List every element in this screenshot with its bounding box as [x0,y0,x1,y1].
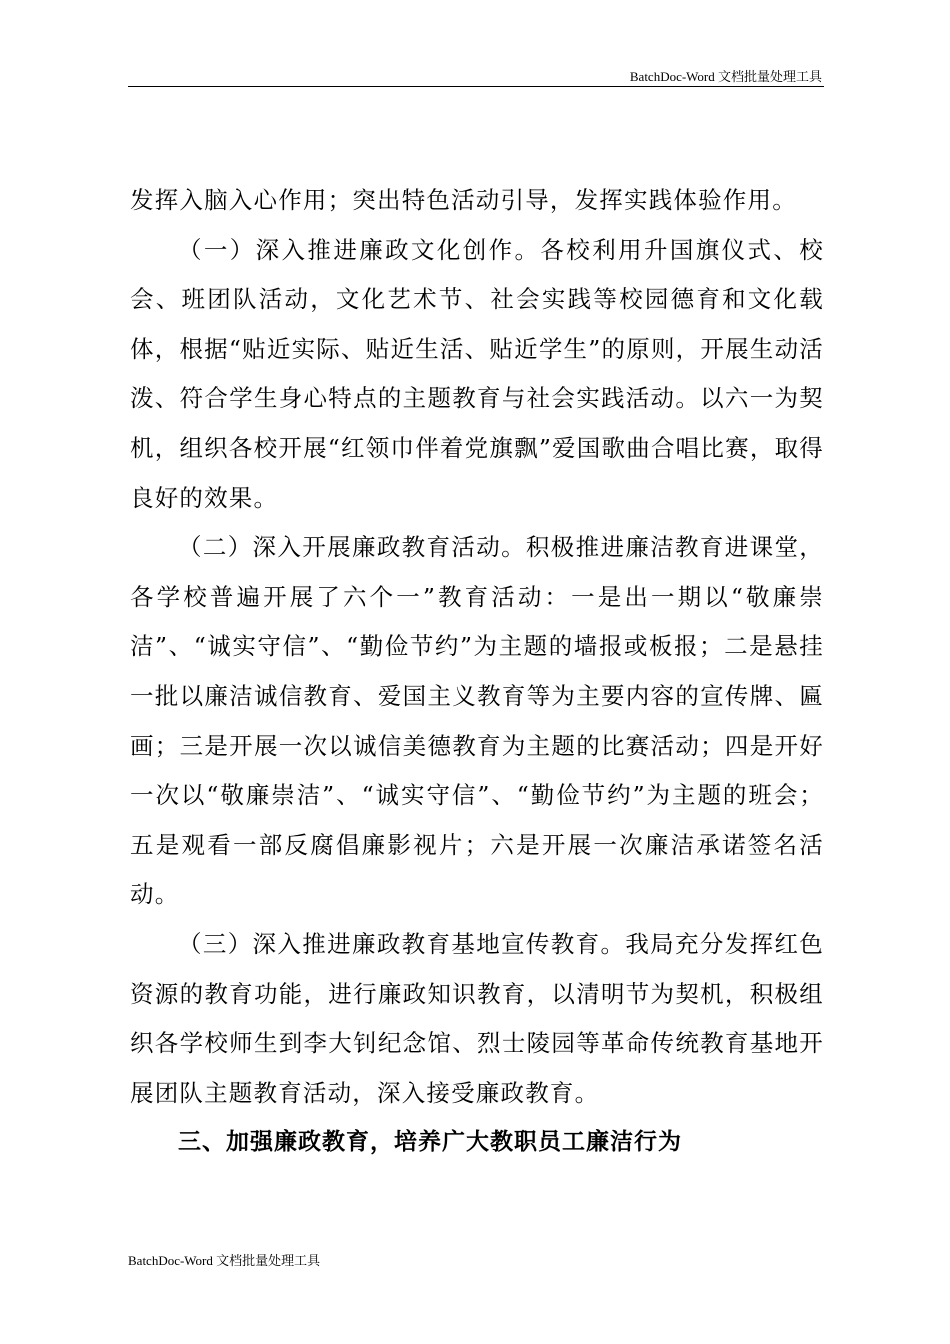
document-body [130,176,824,1168]
paragraph-section-1: （一）深入推进廉政文化创作。各校利用升国旗仪式、校会、班团队活动，文化艺术节、社会实践等校园德育和文化载体，根据“贴近实际、贴近生活、贴近学生”的原则，开展生动活泼、符合学生身心特点的主题教育与社会实践活动。以六一为契机，组织各校开展“红领巾伴着党旗飘”爱国歌曲合唱比赛，取得良好的效果。 [130,235,824,512]
page-header-text: BatchDoc-Word 文档批量处理工具 [629,69,822,84]
paragraph-section-3: （三）深入推进廉政教育基地宣传教育。我局充分发挥红色资源的教育功能，进行廉政知识教育，以清明节为契机，积极组织各学校师生到李大钊纪念馆、烈士陵园等革命传统教育基地开展团队主题教育活动，深入接受廉政教育。 [130,929,824,1107]
paragraph-section-2: （二）深入开展廉政教育活动。积极推进廉洁教育进课堂，各学校普遍开展了六个一”教育活动：一是出一期以“敬廉崇洁”、“诚实守信”、“勤俭节约”为主题的墙报或板报；二是悬挂一批以廉洁诚信教育、爱国主义教育等为主要内容的宣传牌、匾画；三是开展一次以诚信美德教育为主题的比赛活动；四是开好一次以“敬廉崇洁”、“诚实守信”、“勤俭节约”为主题的班会；五是观看一部反腐倡廉影视片；六是开展一次廉洁承诺签名活动。 [130,533,824,909]
header-divider [128,86,824,87]
paragraph-continuation: 发挥入脑入心作用；突出特色活动引导，发挥实践体验作用。 [130,186,797,214]
section-heading: 三、加强廉政教育，培养广大教职员工廉洁行为 [178,1129,682,1156]
page-footer-text: BatchDoc-Word 文档批量处理工具 [128,1253,321,1268]
